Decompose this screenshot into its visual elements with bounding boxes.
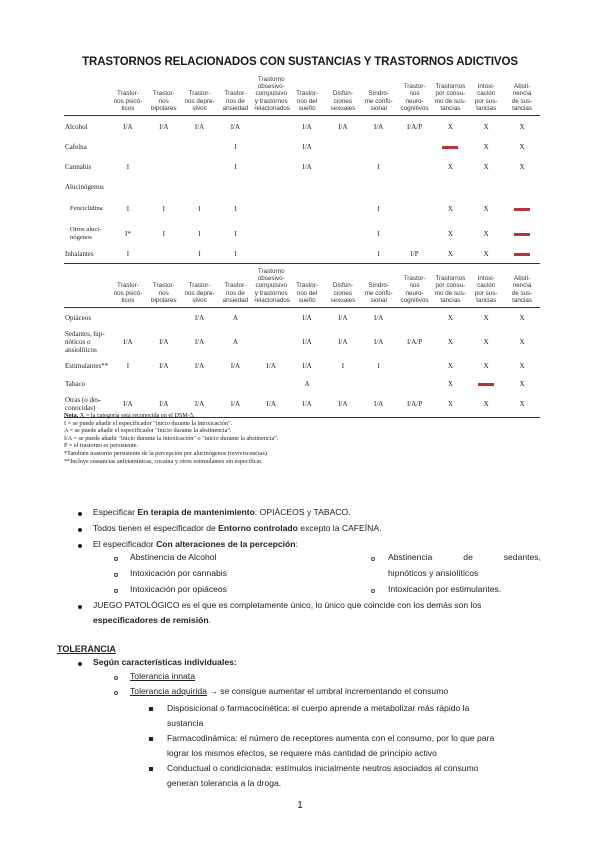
table-cell: A xyxy=(304,379,310,388)
sub-item: Abstinencia de sedantes, xyxy=(388,552,541,562)
row-label: Cannabis xyxy=(65,162,92,171)
table-cell: I/A xyxy=(338,122,348,131)
bullet-pathological-gambling: JUEGO PATOLÓGICO es el que es completamente único, lo único que coincide con los demás son los xyxy=(93,600,482,610)
note-line: *También trastorno persistente de la percepción por alucinógenos (reviviscencias). xyxy=(64,449,269,457)
section-heading-tolerancia: TOLERANCIA xyxy=(57,644,116,654)
table-cell xyxy=(253,246,289,264)
table-cell xyxy=(397,178,433,196)
table-cell: X xyxy=(483,337,489,346)
table-cell xyxy=(361,178,397,196)
table-cell xyxy=(361,138,397,156)
table-row xyxy=(64,356,540,376)
table-row xyxy=(64,196,540,222)
table-cell xyxy=(397,222,433,246)
sub-item: Abstinencia de Alcohol xyxy=(130,552,217,562)
header-column: Trastor- nos neuro- cognitivos xyxy=(397,268,433,308)
row-label: Otras (o des-conocidas) xyxy=(64,392,110,418)
red-highlight-mark xyxy=(514,253,530,256)
table-cell: I xyxy=(110,246,146,264)
row-label: Inhalantes xyxy=(64,246,110,264)
table-cell xyxy=(253,156,289,178)
note-line: A = se puede añadir el especificador "inicio durante la abstinencia". xyxy=(64,427,232,435)
table-notes xyxy=(64,412,544,465)
table-cell xyxy=(253,178,289,196)
table-cell: X xyxy=(468,246,504,264)
table-cell: X xyxy=(468,392,504,418)
table-cell xyxy=(325,178,361,196)
table-cell: I/A/P xyxy=(406,122,423,131)
table-cell: I/A xyxy=(374,122,384,131)
bullet-dot-icon xyxy=(78,662,82,666)
circle-bullet-icon xyxy=(371,589,375,593)
bullet-pathological-gambling-cont: especificadores de remisión. xyxy=(93,615,211,625)
table-cell: I xyxy=(162,204,165,213)
row-label: Alucinógenos xyxy=(65,182,104,191)
row-label: Cafeína xyxy=(65,142,87,151)
red-mark-cell xyxy=(504,246,540,264)
header-column: Trastorno obsesivo- compulsivo y trastornos relacionados xyxy=(253,76,289,116)
table-cell: X xyxy=(519,162,525,171)
table-cell xyxy=(253,222,289,246)
table-cell: X xyxy=(504,392,540,418)
row-label: Alcohol xyxy=(65,122,88,131)
table-cell: I/A xyxy=(146,392,182,418)
table-cell xyxy=(289,222,325,246)
square-bullet-icon xyxy=(149,767,153,771)
table-cell xyxy=(182,376,218,392)
table-cell: I/A xyxy=(266,361,276,370)
table-cell xyxy=(146,308,182,328)
table-cell: I/A xyxy=(194,361,205,370)
table-cell xyxy=(253,138,289,156)
row-label: Sedantes, hip-nóticos o ansiolíticos xyxy=(65,329,105,354)
red-highlight-mark xyxy=(478,383,494,386)
table-cell xyxy=(397,156,433,178)
table-cell: I xyxy=(126,361,130,370)
table-cell: A xyxy=(232,313,238,322)
subsection-heading: Según características individuales: xyxy=(93,657,237,667)
table-row xyxy=(64,156,540,178)
header-column: Síndro- me confu- sional xyxy=(361,76,397,116)
table-cell xyxy=(146,138,182,156)
row-label: Estimulantes** xyxy=(65,361,109,370)
table-cell: A xyxy=(232,337,238,346)
row-label: Otros aluci-nógenos xyxy=(70,226,102,241)
bullet-dot-icon xyxy=(78,512,82,516)
header-column: Trastornos por consu- mo de sus- tancias xyxy=(432,268,468,308)
page-number: 1 xyxy=(297,800,303,811)
table-row xyxy=(64,116,540,138)
note-line: I = se puede añadir el especificador "inicio durante la intoxicación". xyxy=(64,419,233,427)
header-column: Trastor- nos del sueño xyxy=(289,268,325,308)
note-line: P = el trastorno es persistente. xyxy=(64,442,139,450)
table-cell: I xyxy=(377,162,380,171)
table-cell xyxy=(289,196,325,222)
table-cell: I xyxy=(126,162,130,171)
table-cell: I xyxy=(198,229,201,238)
red-mark-cell xyxy=(468,376,504,392)
table-cell: I xyxy=(361,246,397,264)
table-cell xyxy=(468,178,504,196)
table-cell: I/A xyxy=(123,337,133,346)
red-mark-cell xyxy=(504,222,540,246)
table-cell: I/A xyxy=(302,162,312,171)
header-column: Trastor- nos bipolares xyxy=(146,76,182,116)
table-cell: I/A xyxy=(230,361,241,370)
square-bullet-icon xyxy=(149,737,153,741)
header-column: Síndro- me confu- sional xyxy=(361,268,397,308)
table-cell: X xyxy=(483,162,489,171)
bullet-dot-icon xyxy=(78,544,82,548)
circle-bullet-icon xyxy=(371,557,375,561)
table-cell: X xyxy=(519,142,525,151)
table-cell xyxy=(253,196,289,222)
table-cell: I xyxy=(234,229,237,238)
header-substance xyxy=(64,76,110,116)
tolerance-item: Conductual o condicionada: estímulos inicialmente neutros asociados al consumo generan tolerancia a la droga. xyxy=(167,763,479,788)
bullet-controlled-environment: Todos tienen el especificador de Entorno controlado excepto la CAFEÍNA. xyxy=(93,523,382,533)
table-cell xyxy=(110,178,146,196)
table-cell: I/A xyxy=(325,392,361,418)
table-row xyxy=(64,376,540,392)
table-cell: X xyxy=(447,313,453,322)
table-cell xyxy=(253,308,289,328)
table-header-row xyxy=(64,76,540,116)
sub-item: Intoxicación por estimulantes. xyxy=(388,584,502,594)
table-cell xyxy=(253,376,289,392)
header-column: Absti- nencia de sus- tancias xyxy=(504,268,540,308)
table-cell: I/A xyxy=(194,122,205,131)
table-cell: I xyxy=(234,142,237,151)
table-cell xyxy=(182,178,218,196)
substance-table-2 xyxy=(64,268,540,418)
table-cell: I/A xyxy=(182,392,218,418)
note-line: I/A = se puede añadir "inicio durante la intoxicación" o "inicio durante la abstinencia". xyxy=(64,434,279,442)
table-cell: X xyxy=(519,337,525,346)
table-cell xyxy=(397,356,433,376)
table-cell: X xyxy=(483,122,489,131)
table-cell: I xyxy=(377,229,380,238)
table-cell: I xyxy=(377,361,380,370)
table-cell xyxy=(325,196,361,222)
table-cell: X xyxy=(519,361,525,370)
circle-bullet-icon xyxy=(114,557,118,561)
note-line: **Incluye sustancias anfetamínicas, cocaína y otros estimulantes sin especificar. xyxy=(64,457,263,465)
header-substance xyxy=(64,268,110,308)
table-cell xyxy=(397,376,433,392)
table-cell xyxy=(182,138,218,156)
table-cell: I/A xyxy=(194,337,205,346)
square-bullet-icon xyxy=(149,707,153,711)
table-cell xyxy=(182,156,218,178)
table-cell xyxy=(110,376,146,392)
page-title: TRASTORNOS RELACIONADOS CON SUSTANCIAS Y TRASTORNOS ADICTIVOS xyxy=(82,56,518,68)
table-cell xyxy=(253,328,289,356)
table-cell: I xyxy=(341,361,345,370)
table-cell: X xyxy=(483,142,489,151)
table-cell: I/A xyxy=(289,392,325,418)
table-row xyxy=(64,138,540,156)
table-cell xyxy=(325,376,361,392)
row-label: Fenciclidina xyxy=(70,204,103,212)
table-cell: I/A/P xyxy=(397,392,433,418)
table-cell xyxy=(397,138,433,156)
bullet-perception-specifier: El especificador Con alteraciones de la percepción: xyxy=(93,539,298,549)
header-column: Trastor- nos depre- sivos xyxy=(182,76,218,116)
table-cell xyxy=(432,178,468,196)
table-cell: I/A xyxy=(338,313,348,322)
red-highlight-mark xyxy=(514,208,530,211)
table-cell xyxy=(325,246,361,264)
table-cell: I/A xyxy=(159,337,169,346)
table-cell: I/A xyxy=(374,337,384,346)
table-cell: X xyxy=(519,379,525,388)
table-cell: X xyxy=(483,204,489,213)
table-cell: X xyxy=(447,337,453,346)
table-row xyxy=(64,328,540,356)
sub-item-cont: hipnóticos y ansiolíticos xyxy=(388,568,479,578)
red-mark-cell xyxy=(432,138,468,156)
table-cell: X xyxy=(483,313,489,322)
table-cell: I/A xyxy=(159,122,169,131)
table-cell: I/A xyxy=(110,392,146,418)
tolerance-innate: Tolerancia innata xyxy=(130,671,195,681)
table-cell xyxy=(504,178,540,196)
header-column: Absti- nencia de sus- tancias xyxy=(504,76,540,116)
bullet-dot-icon xyxy=(78,528,82,532)
circle-bullet-icon xyxy=(114,573,118,577)
table-cell: I/A xyxy=(159,361,169,370)
table-cell xyxy=(217,376,253,392)
table-cell: I xyxy=(377,204,380,213)
header-column: Trastor- nos neuro- cognitivos xyxy=(397,76,433,116)
header-column: Trastor- nos bipolares xyxy=(146,268,182,308)
header-column: Trastor- nos de ansiedad xyxy=(217,268,253,308)
table-cell xyxy=(253,116,289,138)
table-cell xyxy=(110,138,146,156)
table-cell xyxy=(325,156,361,178)
table-cell: X xyxy=(519,122,525,131)
header-column: Trastorno obsesivo- compulsivo y trastornos relacionados xyxy=(253,268,289,308)
table-cell: I/A xyxy=(302,122,312,131)
bullet-dot-icon xyxy=(78,605,82,609)
table-cell: I/A xyxy=(253,392,289,418)
table-cell: I xyxy=(182,246,218,264)
table-cell xyxy=(146,376,182,392)
header-column: Trastornos por consu- mo de sus- tancias xyxy=(432,76,468,116)
table-cell: I/A xyxy=(217,392,253,418)
table-cell: I/A xyxy=(230,122,241,131)
table-header-row xyxy=(64,268,540,308)
circle-bullet-icon xyxy=(114,589,118,593)
table-cell xyxy=(217,178,253,196)
table-cell: I* xyxy=(124,229,131,238)
table-cell: I xyxy=(234,162,237,171)
table-cell: X xyxy=(447,162,453,171)
table-cell: X xyxy=(447,379,453,388)
header-column: Intoxi- cación por sus- tancias xyxy=(468,76,504,116)
table-cell: X xyxy=(447,361,453,370)
table-cell: I xyxy=(234,204,237,213)
table-cell: X xyxy=(432,392,468,418)
note-label: Nota. xyxy=(64,412,79,419)
table-cell: I/A/P xyxy=(406,337,423,346)
table-cell: I/A xyxy=(302,142,312,151)
table-cell: I xyxy=(126,204,130,213)
table-cell: I/A xyxy=(361,392,397,418)
table-cell xyxy=(146,178,182,196)
table-cell xyxy=(146,246,182,264)
table-cell: I/A xyxy=(194,313,205,322)
table-cell: X xyxy=(447,204,453,213)
red-highlight-mark xyxy=(514,233,530,236)
table-cell: I/A xyxy=(338,337,348,346)
header-column: Trastor- nos del sueño xyxy=(289,76,325,116)
table-cell: X xyxy=(432,246,468,264)
red-mark-cell xyxy=(504,196,540,222)
red-highlight-mark xyxy=(442,146,458,149)
table-cell xyxy=(397,308,433,328)
row-label: Tabaco xyxy=(65,379,86,388)
header-column: Trastor- nos depre- sivos xyxy=(182,268,218,308)
tolerance-item: Disposicional o farmacocinética: el cuerpo aprende a metabolizar más rápido la sustancia xyxy=(167,703,470,728)
table-cell: I/A xyxy=(374,313,384,322)
table-row xyxy=(64,222,540,246)
table-cell: I/P xyxy=(397,246,433,264)
table-cell xyxy=(289,246,325,264)
row-label: Opiáceos xyxy=(65,313,92,322)
table-cell: X xyxy=(447,122,453,131)
table-row xyxy=(64,246,540,264)
table-row xyxy=(64,178,540,196)
bullet-maintenance: Especificar En terapia de mantenimiento: OPIÁCEOS y TABACO. xyxy=(93,507,351,517)
table-cell: I xyxy=(162,229,165,238)
header-column: Trastor- nos de ansiedad xyxy=(217,76,253,116)
header-column: Trastor- nos psicó- ticos xyxy=(110,76,146,116)
sub-item: Intoxicación por cannabis xyxy=(130,568,227,578)
table-cell xyxy=(397,196,433,222)
tolerance-item: Farmacodinámica: el número de receptores aumenta con el consumo, por lo que para lograr los mismos efectos, se requiere más cantidad de principio activo xyxy=(167,733,495,758)
table-cell: X xyxy=(483,361,489,370)
table-cell: I xyxy=(198,204,201,213)
table-cell: I/A xyxy=(302,361,312,370)
table-cell xyxy=(325,222,361,246)
sub-item: Intoxicación por opiáceos xyxy=(130,584,227,594)
substance-table-1 xyxy=(64,76,540,264)
table-cell xyxy=(146,156,182,178)
circle-bullet-icon xyxy=(114,691,118,695)
header-column: Intoxi- cación por sus- tancias xyxy=(468,268,504,308)
table-cell: I/A xyxy=(302,313,312,322)
table-cell: X xyxy=(447,229,453,238)
tolerance-acquired: Tolerancia adquirida → se consigue aumentar el umbral incrementando el consumo xyxy=(130,686,449,696)
table-cell xyxy=(361,376,397,392)
table-cell: I/A xyxy=(123,122,133,131)
table-cell xyxy=(110,308,146,328)
header-column: Disfun- ciones sexuales xyxy=(325,268,361,308)
table-cell: I/A xyxy=(302,337,312,346)
note-line: X = la categoría está reconocida en el DSM-5. xyxy=(78,412,195,419)
table-cell: X xyxy=(483,229,489,238)
table-cell: X xyxy=(519,313,525,322)
header-column: Trastor- nos psicó- ticos xyxy=(110,268,146,308)
table-cell xyxy=(325,138,361,156)
table-cell: I xyxy=(217,246,253,264)
circle-bullet-icon xyxy=(114,676,118,680)
header-column: Disfun- ciones sexuales xyxy=(325,76,361,116)
table-cell xyxy=(289,178,325,196)
table-row xyxy=(64,308,540,328)
